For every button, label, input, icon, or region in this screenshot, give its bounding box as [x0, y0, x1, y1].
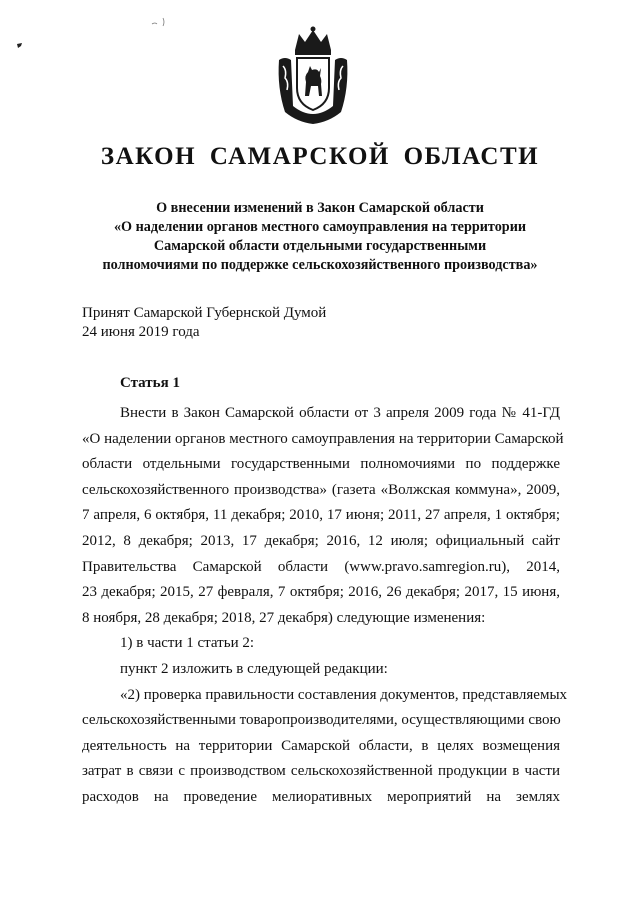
subtitle-line: Самарской области отдельными государственными: [153, 238, 487, 254]
body-line: 8 ноября, 28 декабря; 2018, 27 декабря) следующие изменения:: [82, 609, 486, 626]
body-line: затрат в связи с производством сельскохозяйственной продукции в части: [82, 763, 560, 780]
body-line: 23 декабря; 2015, 27 февраля, 7 октября; 2016, 26 декабря; 2017, 15 июня,: [82, 584, 560, 601]
body-line: Правительства Самарской области (www.pravo.samregion.ru), 2014,: [82, 558, 560, 575]
adopted-date: 24 июня 2019 года: [82, 324, 200, 340]
scan-speck: [16, 42, 24, 50]
body-line: 7 апреля, 6 октября, 11 декабря; 2010, 17 июня; 2011, 27 апреля, 1 октября;: [82, 507, 560, 524]
scan-speck: [150, 16, 170, 30]
body-line: «2) проверка правильности составления документов, представляемых: [120, 686, 568, 703]
body-line: 2012, 8 декабря; 2013, 17 декабря; 2016, 12 июля; официальный сайт: [82, 532, 560, 549]
article-title: Статья 1: [120, 375, 180, 391]
body-line: сельскохозяйственными товаропроизводителями, осуществляющими свою: [82, 712, 561, 729]
body-line: сельскохозяйственного производства» (газета «Волжская коммуна», 2009,: [82, 481, 560, 498]
body-line: расходов на проведение мелиоративных мероприятий на землях: [82, 788, 560, 805]
body-line: Внести в Закон Самарской области от 3 апреля 2009 года № 41-ГД: [120, 405, 560, 421]
body-line: 1) в части 1 статьи 2:: [120, 635, 255, 652]
samara-region-coat-of-arms-icon: [275, 26, 351, 126]
body-line: области отдельными государственными полномочиями по поддержке: [82, 456, 560, 473]
subtitle-line: «О наделении органов местного самоуправления на территории: [113, 219, 527, 235]
subtitle-line: полномочиями по поддержке сельскохозяйственного производства»: [102, 257, 538, 273]
body-line: «О наделении органов местного самоуправления на территории Самарской: [82, 430, 564, 447]
body-line: деятельность на территории Самарской области, в целях возмещения: [82, 737, 560, 754]
body-line: пункт 2 изложить в следующей редакции:: [120, 660, 388, 677]
adopted-by: Принят Самарской Губернской Думой: [82, 305, 327, 321]
article-body: [82, 401, 568, 811]
document-title: ЗАКОН САМАРСКОЙ ОБЛАСТИ: [100, 143, 540, 170]
adoption-info: [82, 304, 326, 342]
subtitle-line: О внесении изменений в Закон Самарской области: [156, 200, 484, 216]
document-subtitle: [60, 199, 580, 275]
